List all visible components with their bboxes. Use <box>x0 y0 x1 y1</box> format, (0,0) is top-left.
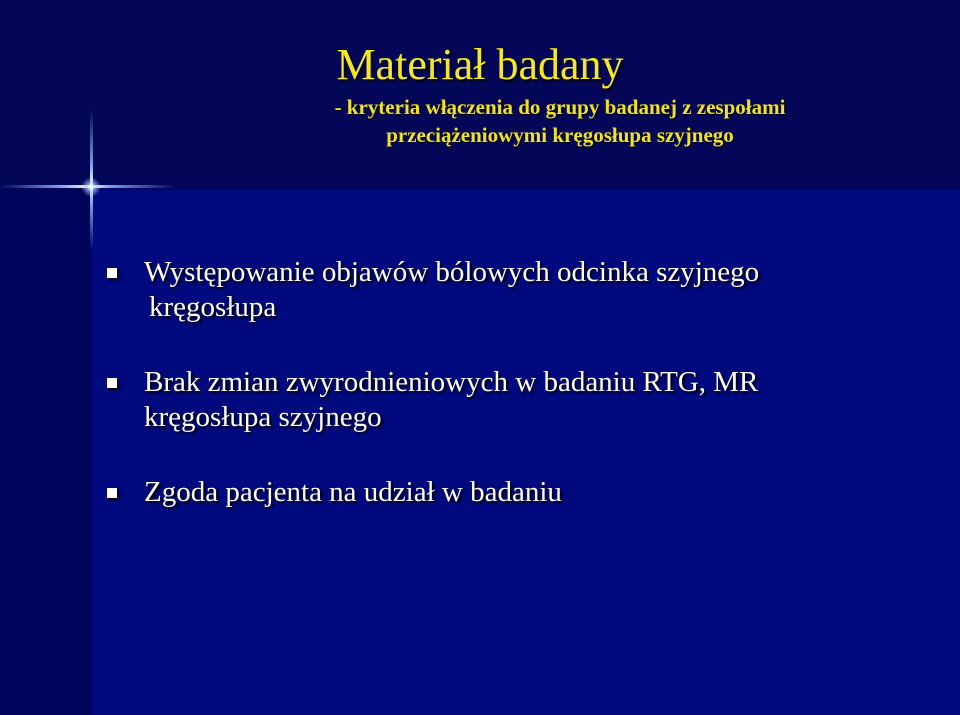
slide-subtitle <box>240 93 880 149</box>
bullet-text-line: Występowanie objawów bólowych odcinka szyjnego <box>144 256 760 288</box>
bullet-text <box>144 365 934 435</box>
bullet-text-line: Zgoda pacjenta na udział w badaniu <box>144 476 562 508</box>
bullet-text-line: kręgosłupa szyjnego <box>144 401 382 433</box>
light-flare-core <box>81 177 101 197</box>
square-bullet-icon <box>107 488 117 498</box>
bullet-text <box>144 255 934 325</box>
list-item <box>104 255 934 325</box>
bullet-text <box>144 475 934 510</box>
square-bullet-icon <box>107 378 117 388</box>
bullet-text-line: Brak zmian zwyrodnieniowych w badaniu RTG, MR <box>144 366 759 398</box>
criteria-list <box>104 255 934 510</box>
subtitle-line-2: przeciążeniowymi kręgosłupa szyjnego <box>386 123 734 147</box>
subtitle-line-1: - kryteria włączenia do grupy badanej z zespołami <box>334 95 786 119</box>
square-bullet-icon <box>107 268 117 278</box>
slide-title: Materiał badany <box>336 40 624 89</box>
list-item <box>104 365 934 435</box>
list-item <box>104 475 934 510</box>
bullet-text-line: kręgosłupa <box>149 291 277 323</box>
